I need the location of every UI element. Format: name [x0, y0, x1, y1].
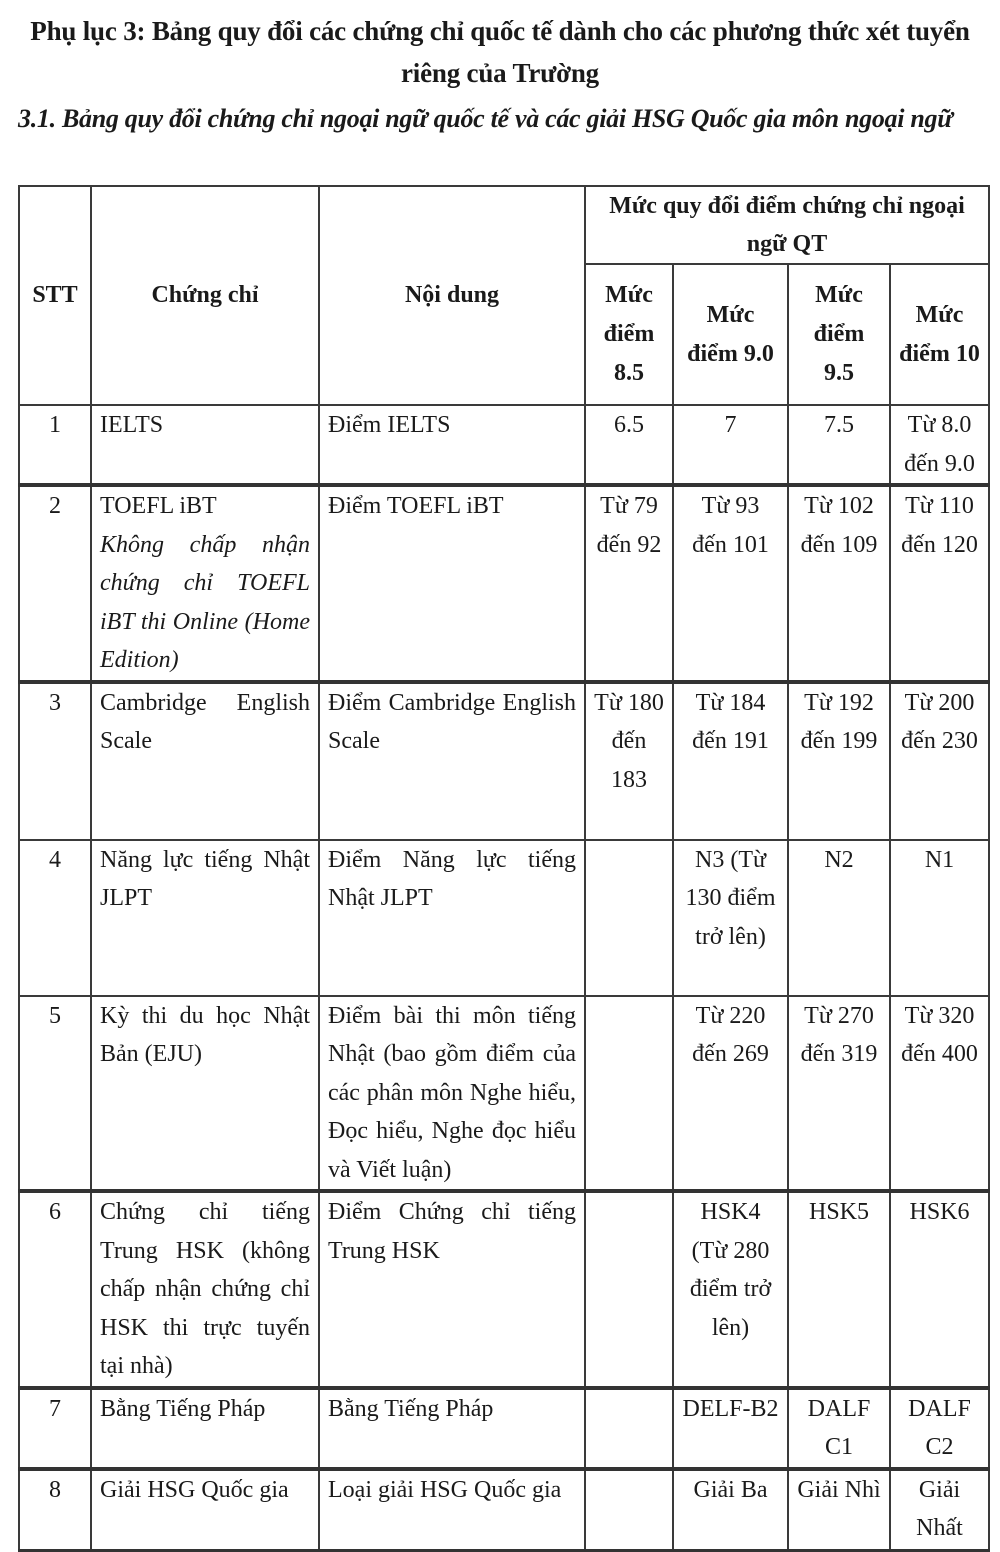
row-content: Điểm IELTS	[319, 405, 585, 485]
header-content: Nội dung	[319, 186, 585, 405]
row-level-9-0: Từ 93 đến 101	[673, 485, 788, 682]
row-certificate: Giải HSG Quốc gia	[91, 1469, 319, 1551]
row-stt: 7	[19, 1388, 91, 1469]
row-stt: 4	[19, 840, 91, 996]
row-level-9-5: DALF C1	[788, 1388, 890, 1469]
row-level-9-0: Từ 184 đến 191	[673, 682, 788, 840]
row-level-9-0: DELF-B2	[673, 1388, 788, 1469]
header-conversion-group: Mức quy đổi điểm chứng chỉ ngoại ngữ QT	[585, 186, 989, 264]
row-certificate-cell	[91, 485, 319, 682]
row-stt: 6	[19, 1191, 91, 1388]
row-level-9-0: 7	[673, 405, 788, 485]
row-certificate: TOEFL iBT	[100, 493, 217, 519]
row-level-10: Từ 110 đến 120	[890, 485, 989, 682]
row-level-9-0: N3 (Từ 130 điểm trở lên)	[673, 840, 788, 996]
row-stt: 8	[19, 1469, 91, 1551]
row-level-8-5	[585, 1469, 673, 1551]
row-level-9-5: N2	[788, 840, 890, 996]
row-level-8-5: Từ 180 đến 183	[585, 682, 673, 840]
table-row	[19, 840, 989, 996]
row-level-10: Từ 200 đến 230	[890, 682, 989, 840]
row-stt: 1	[19, 405, 91, 485]
row-stt: 3	[19, 682, 91, 840]
row-level-10: Từ 8.0 đến 9.0	[890, 405, 989, 485]
table-row	[19, 1469, 989, 1551]
row-certificate-note: Không chấp nhận chứng chỉ TOEFL iBT thi Online (Home Edition)	[100, 531, 310, 673]
page-title: Phụ lục 3: Bảng quy đổi các chứng chỉ quốc tế dành cho các phương thức xét tuyển riêng của Trường	[30, 16, 970, 88]
conversion-table	[18, 185, 990, 1552]
row-level-8-5: Từ 79 đến 92	[585, 485, 673, 682]
row-level-9-5: Từ 270 đến 319	[788, 996, 890, 1192]
row-content: Điểm bài thi môn tiếng Nhật (bao gồm điểm của các phân môn Nghe hiểu, Đọc hiểu, Nghe đọc hiểu và Viết luận)	[319, 996, 585, 1192]
row-level-10: Giải Nhất	[890, 1469, 989, 1551]
row-content: Điểm Chứng chỉ tiếng Trung HSK	[319, 1191, 585, 1388]
row-content: Điểm Cambridge English Scale	[319, 682, 585, 840]
row-level-9-0: Từ 220 đến 269	[673, 996, 788, 1192]
row-level-10: N1	[890, 840, 989, 996]
row-level-10: Từ 320 đến 400	[890, 996, 989, 1192]
header-stt: STT	[19, 186, 91, 405]
row-content: Bằng Tiếng Pháp	[319, 1388, 585, 1469]
row-certificate: Bằng Tiếng Pháp	[91, 1388, 319, 1469]
table-row	[19, 682, 989, 840]
header-level-9-0: Mức điểm 9.0	[673, 264, 788, 405]
row-level-8-5: 6.5	[585, 405, 673, 485]
row-level-9-5: Từ 192 đến 199	[788, 682, 890, 840]
header-level-10: Mức điểm 10	[890, 264, 989, 405]
row-level-9-5: HSK5	[788, 1191, 890, 1388]
row-level-8-5	[585, 1191, 673, 1388]
row-stt: 2	[19, 485, 91, 682]
row-certificate: IELTS	[91, 405, 319, 485]
table-row	[19, 996, 989, 1192]
section-title: 3.1. Bảng quy đổi chứng chỉ ngoại ngữ quốc tế và các giải HSG Quốc gia môn ngoại ngữ	[18, 104, 953, 133]
row-certificate: Năng lực tiếng Nhật JLPT	[91, 840, 319, 996]
row-level-9-5: Giải Nhì	[788, 1469, 890, 1551]
table-row	[19, 1388, 989, 1469]
row-stt: 5	[19, 996, 91, 1192]
header-level-9-5: Mức điểm 9.5	[788, 264, 890, 405]
row-level-8-5	[585, 1388, 673, 1469]
row-level-8-5	[585, 996, 673, 1192]
row-content: Điểm TOEFL iBT	[319, 485, 585, 682]
row-certificate: Kỳ thi du học Nhật Bản (EJU)	[91, 996, 319, 1192]
row-content: Loại giải HSG Quốc gia	[319, 1469, 585, 1551]
row-level-9-0: Giải Ba	[673, 1469, 788, 1551]
table-row	[19, 405, 989, 485]
row-content: Điểm Năng lực tiếng Nhật JLPT	[319, 840, 585, 996]
table-row	[19, 1191, 989, 1388]
row-certificate: Cambridge English Scale	[91, 682, 319, 840]
row-level-9-5: 7.5	[788, 405, 890, 485]
row-level-8-5	[585, 840, 673, 996]
row-level-10: DALF C2	[890, 1388, 989, 1469]
row-level-10: HSK6	[890, 1191, 989, 1388]
row-certificate: Chứng chỉ tiếng Trung HSK (không chấp nhận chứng chỉ HSK thi trực tuyến tại nhà)	[91, 1191, 319, 1388]
header-certificate: Chứng chỉ	[91, 186, 319, 405]
row-level-9-0: HSK4 (Từ 280 điểm trở lên)	[673, 1191, 788, 1388]
header-level-8-5: Mức điểm 8.5	[585, 264, 673, 405]
table-row	[19, 485, 989, 682]
row-level-9-5: Từ 102 đến 109	[788, 485, 890, 682]
